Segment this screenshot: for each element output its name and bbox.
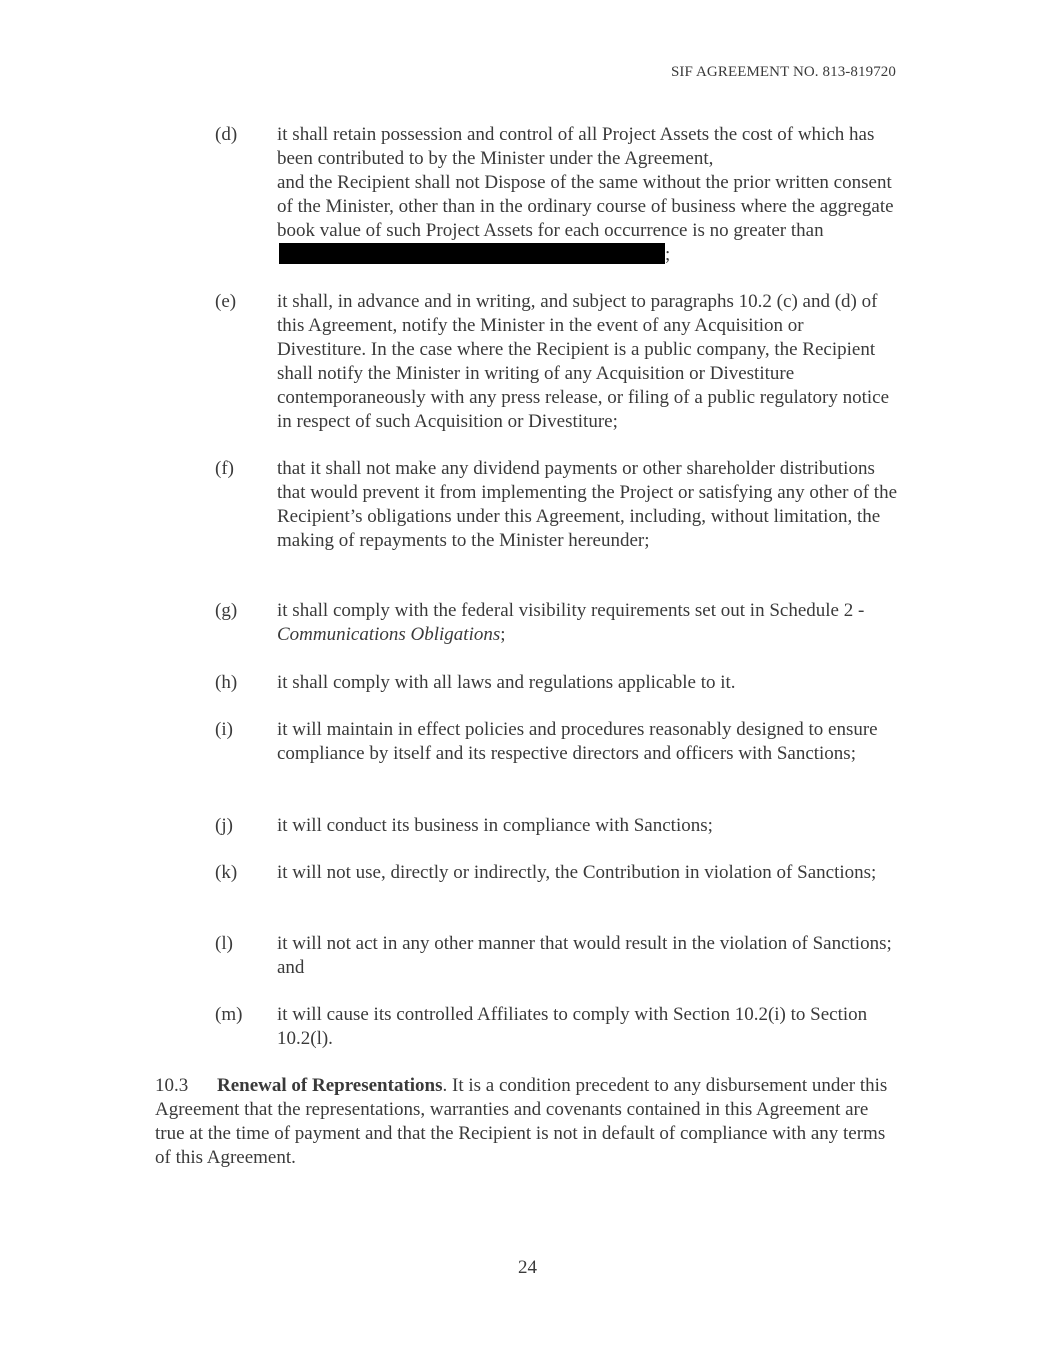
clause-e-text: it shall, in advance and in writing, and subject to paragraphs 10.2 (c) and (d) of this Agreement, notify the Minister in the event of any Acquisition or Divestiture. In the case where the Recipient is a public company, the Recipient shall notify the Minister in writing of any Acquisition or Divestiture contemporaneously with any press release, or filing of a public regulatory notice in respect of such Acquisition or Divestiture;	[277, 291, 890, 432]
agreement-number-header: SIF AGREEMENT NO. 813-819720	[670, 64, 896, 80]
clause-k-label: (k)	[215, 862, 238, 883]
clause-f-label: (f)	[215, 458, 234, 479]
clause-m-label: (m)	[215, 1004, 243, 1025]
clause-g-text-end: ;	[500, 624, 506, 645]
clause-g-text-part1: it shall comply with the federal visibility requirements set out in Schedule 2 -	[277, 600, 865, 621]
clause-l	[215, 932, 905, 980]
clause-k-text: it will not use, directly or indirectly, the Contribution in violation of Sanctions;	[277, 862, 877, 883]
clause-e	[215, 290, 905, 434]
clause-m	[215, 1003, 905, 1051]
clause-d-text-part2: and the Recipient shall not Dispose of the same without the prior written consent of the Minister, other than in the ordinary course of business where the aggregate book value of such Project Assets for each occurrence is no greater than	[277, 172, 894, 241]
clause-g	[215, 599, 905, 647]
clause-g-text	[277, 599, 897, 647]
clause-h-label: (h)	[215, 672, 238, 693]
section-10-3-heading: Renewal of Representations	[217, 1075, 443, 1096]
clause-g-label: (g)	[215, 600, 238, 621]
clause-j-text: it will conduct its business in compliance with Sanctions;	[277, 815, 713, 836]
clause-l-text: it will not act in any other manner that would result in the violation of Sanctions; and	[277, 933, 892, 978]
clause-f	[215, 457, 905, 553]
clause-k	[215, 861, 905, 885]
clause-i-text: it will maintain in effect policies and procedures reasonably designed to ensure compliance by itself and its respective directors and officers with Sanctions;	[277, 719, 878, 764]
clause-m-text: it will cause its controlled Affiliates to comply with Section 10.2(i) to Section 10.2(l).	[277, 1004, 868, 1049]
clause-f-text: that it shall not make any dividend payments or other shareholder distributions that would prevent it from implementing the Project or satisfying any other of the Recipient’s obligations under this Agreement, including, without limitation, the making of repayments to the Minister hereunder;	[277, 458, 897, 551]
section-10-3	[155, 1074, 900, 1170]
section-10-3-number: 10.3	[155, 1075, 189, 1096]
clause-i-label: (i)	[215, 719, 233, 740]
clause-h-text: it shall comply with all laws and regulations applicable to it.	[277, 672, 736, 693]
clause-i	[215, 718, 905, 766]
clause-d-text-end: ;	[665, 244, 671, 265]
clause-l-label: (l)	[215, 933, 233, 954]
section-10-3-body: . It is a condition precedent to any disbursement under this Agreement that the representations, warranties and covenants contained in this Agreement are true at the time of payment and that the Recipient is not in default of compliance with any terms of this Agreement.	[155, 1075, 888, 1168]
clause-d	[215, 123, 905, 267]
clause-j	[215, 814, 905, 838]
clause-d-text	[277, 123, 897, 267]
clause-h	[215, 671, 905, 695]
clause-j-label: (j)	[215, 815, 233, 836]
clause-g-italic: Communications Obligations	[277, 624, 501, 645]
redaction-block	[279, 243, 665, 264]
clause-d-label: (d)	[215, 124, 238, 145]
clause-e-label: (e)	[215, 291, 237, 312]
clause-d-text-part1: it shall retain possession and control of all Project Assets the cost of which has been contributed to by the Minister under the Agreement,	[277, 124, 875, 169]
page-number: 24	[518, 1257, 537, 1278]
